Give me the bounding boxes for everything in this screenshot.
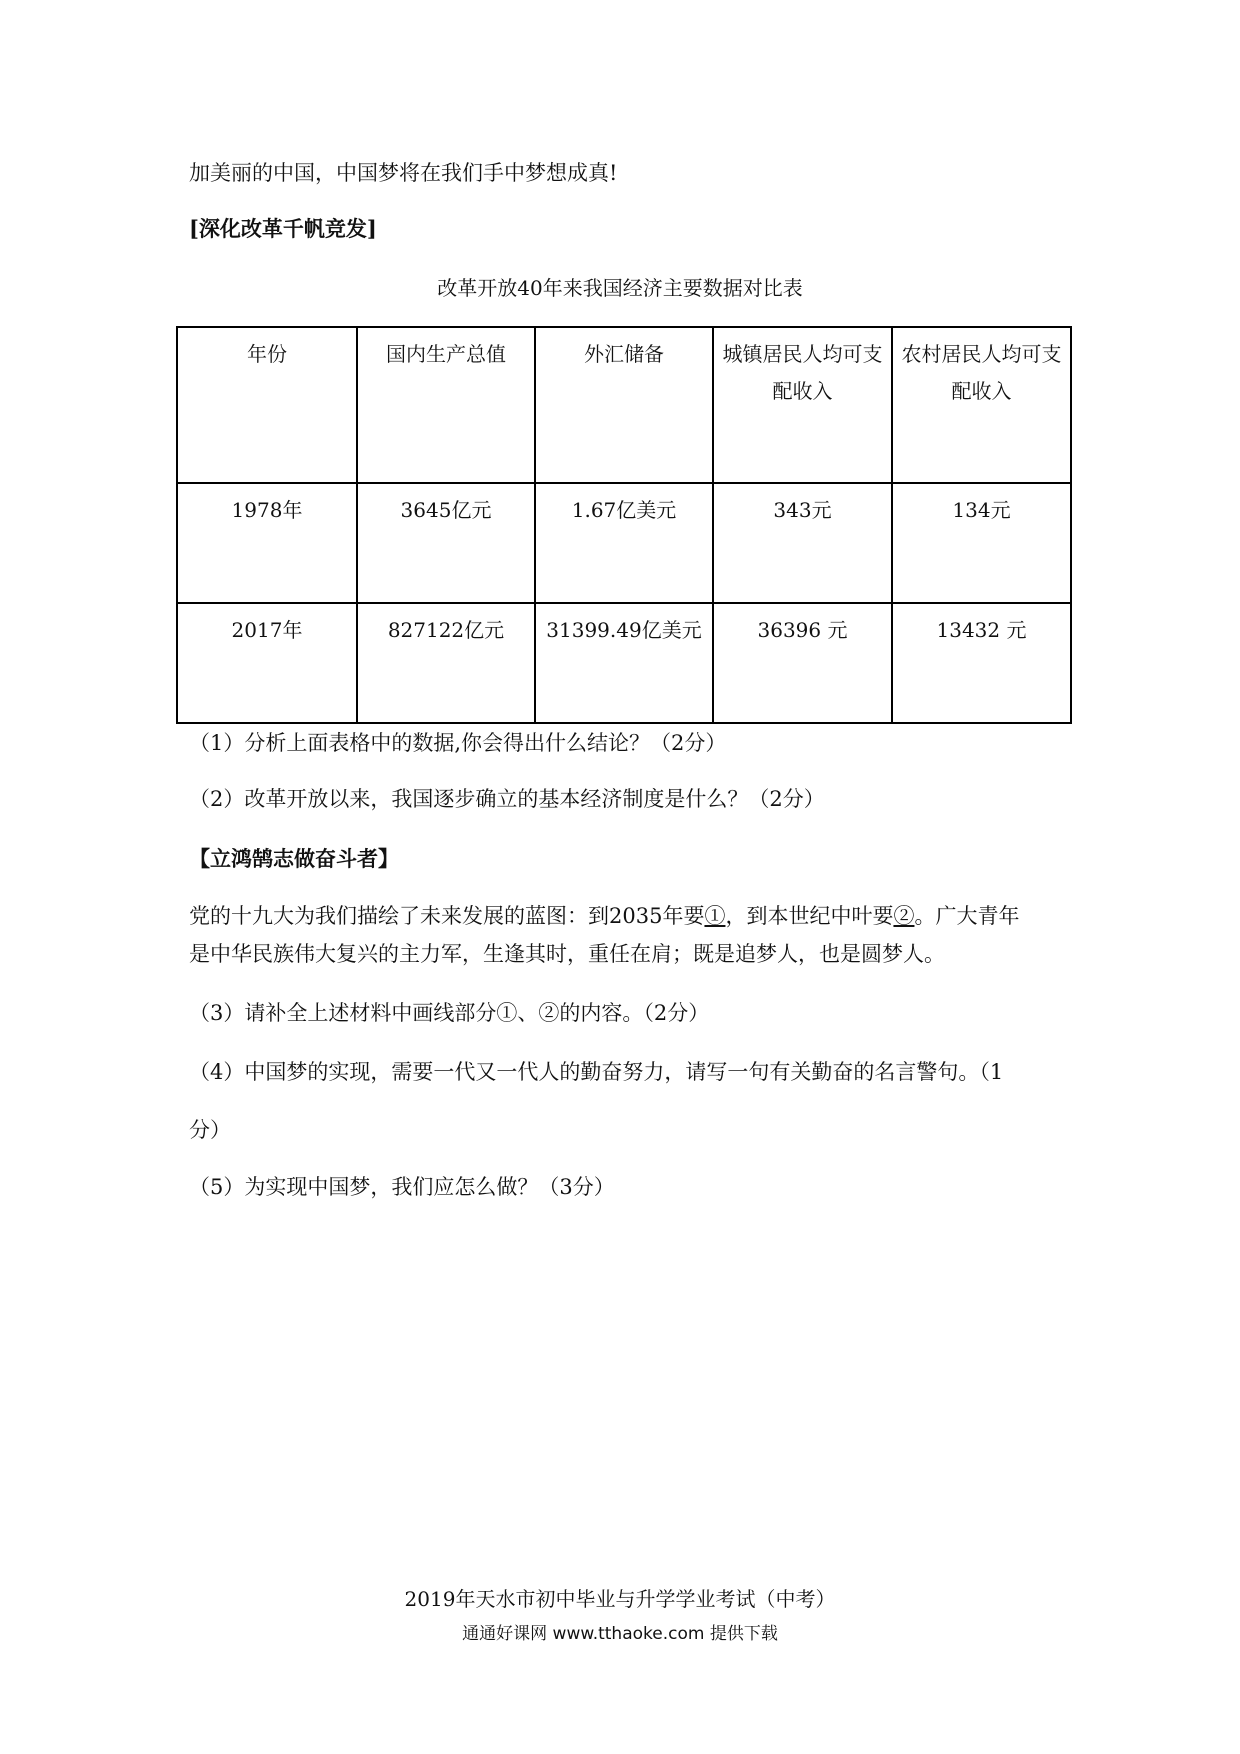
blank-1: ① <box>704 904 726 928</box>
section-title-reform: [深化改革千帆竞发] <box>189 216 377 241</box>
table-row <box>177 483 1071 603</box>
material-line-1 <box>189 900 1019 930</box>
economic-data-table <box>176 326 1072 724</box>
table-cell: 1978年 <box>177 483 357 603</box>
table-header-row <box>177 327 1071 483</box>
question-3: （3）请补全上述材料中画线部分①、②的内容。（2分） <box>189 1001 710 1025</box>
table-row <box>177 603 1071 723</box>
table-cell: 13432 元 <box>892 603 1071 723</box>
table-cell: 134元 <box>892 483 1071 603</box>
header-cell-forex: 外汇储备 <box>535 327 713 483</box>
intro-line: 加美丽的中国，中国梦将在我们手中梦想成真! <box>189 161 618 185</box>
table-cell: 343元 <box>713 483 892 603</box>
table-cell: 827122亿元 <box>357 603 535 723</box>
material-text: 。广大青年 <box>914 904 1020 928</box>
table-cell: 3645亿元 <box>357 483 535 603</box>
material-line-2: 是中华民族伟大复兴的主力军，生逢其时，重任在肩；既是追梦人，也是圆梦人。 <box>189 942 945 966</box>
section-title-striver: 【立鸿鹄志做奋斗者】 <box>189 846 399 871</box>
table-cell: 1.67亿美元 <box>535 483 713 603</box>
question-5: （5）为实现中国梦，我们应怎么做？（3分） <box>189 1175 615 1199</box>
footer-exam-title: 2019年天水市初中毕业与升学学业考试（中考） <box>404 1587 836 1611</box>
header-cell-gdp: 国内生产总值 <box>357 327 535 483</box>
table-cell: 36396 元 <box>713 603 892 723</box>
header-cell-urban-income: 城镇居民人均可支配收入 <box>713 327 892 483</box>
question-4: （4）中国梦的实现，需要一代又一代人的勤奋努力，请写一句有关勤奋的名言警句。（1 <box>189 1060 1004 1084</box>
material-text: ，到本世纪中叶要 <box>725 904 894 928</box>
footer-source: 通通好课网 www.tthaoke.com 提供下载 <box>462 1624 778 1644</box>
question-1: （1）分析上面表格中的数据,你会得出什么结论？（2分） <box>189 731 727 755</box>
header-cell-rural-income: 农村居民人均可支配收入 <box>892 327 1071 483</box>
table-cell: 31399.49亿美元 <box>535 603 713 723</box>
blank-2: ② <box>893 904 915 928</box>
question-2: （2）改革开放以来，我国逐步确立的基本经济制度是什么？（2分） <box>189 787 825 811</box>
question-4-continued: 分） <box>189 1118 231 1142</box>
header-cell-year: 年份 <box>177 327 357 483</box>
material-text: 党的十九大为我们描绘了未来发展的蓝图：到2035年要 <box>189 904 705 928</box>
table-cell: 2017年 <box>177 603 357 723</box>
table-title: 改革开放40年来我国经济主要数据对比表 <box>437 276 803 300</box>
